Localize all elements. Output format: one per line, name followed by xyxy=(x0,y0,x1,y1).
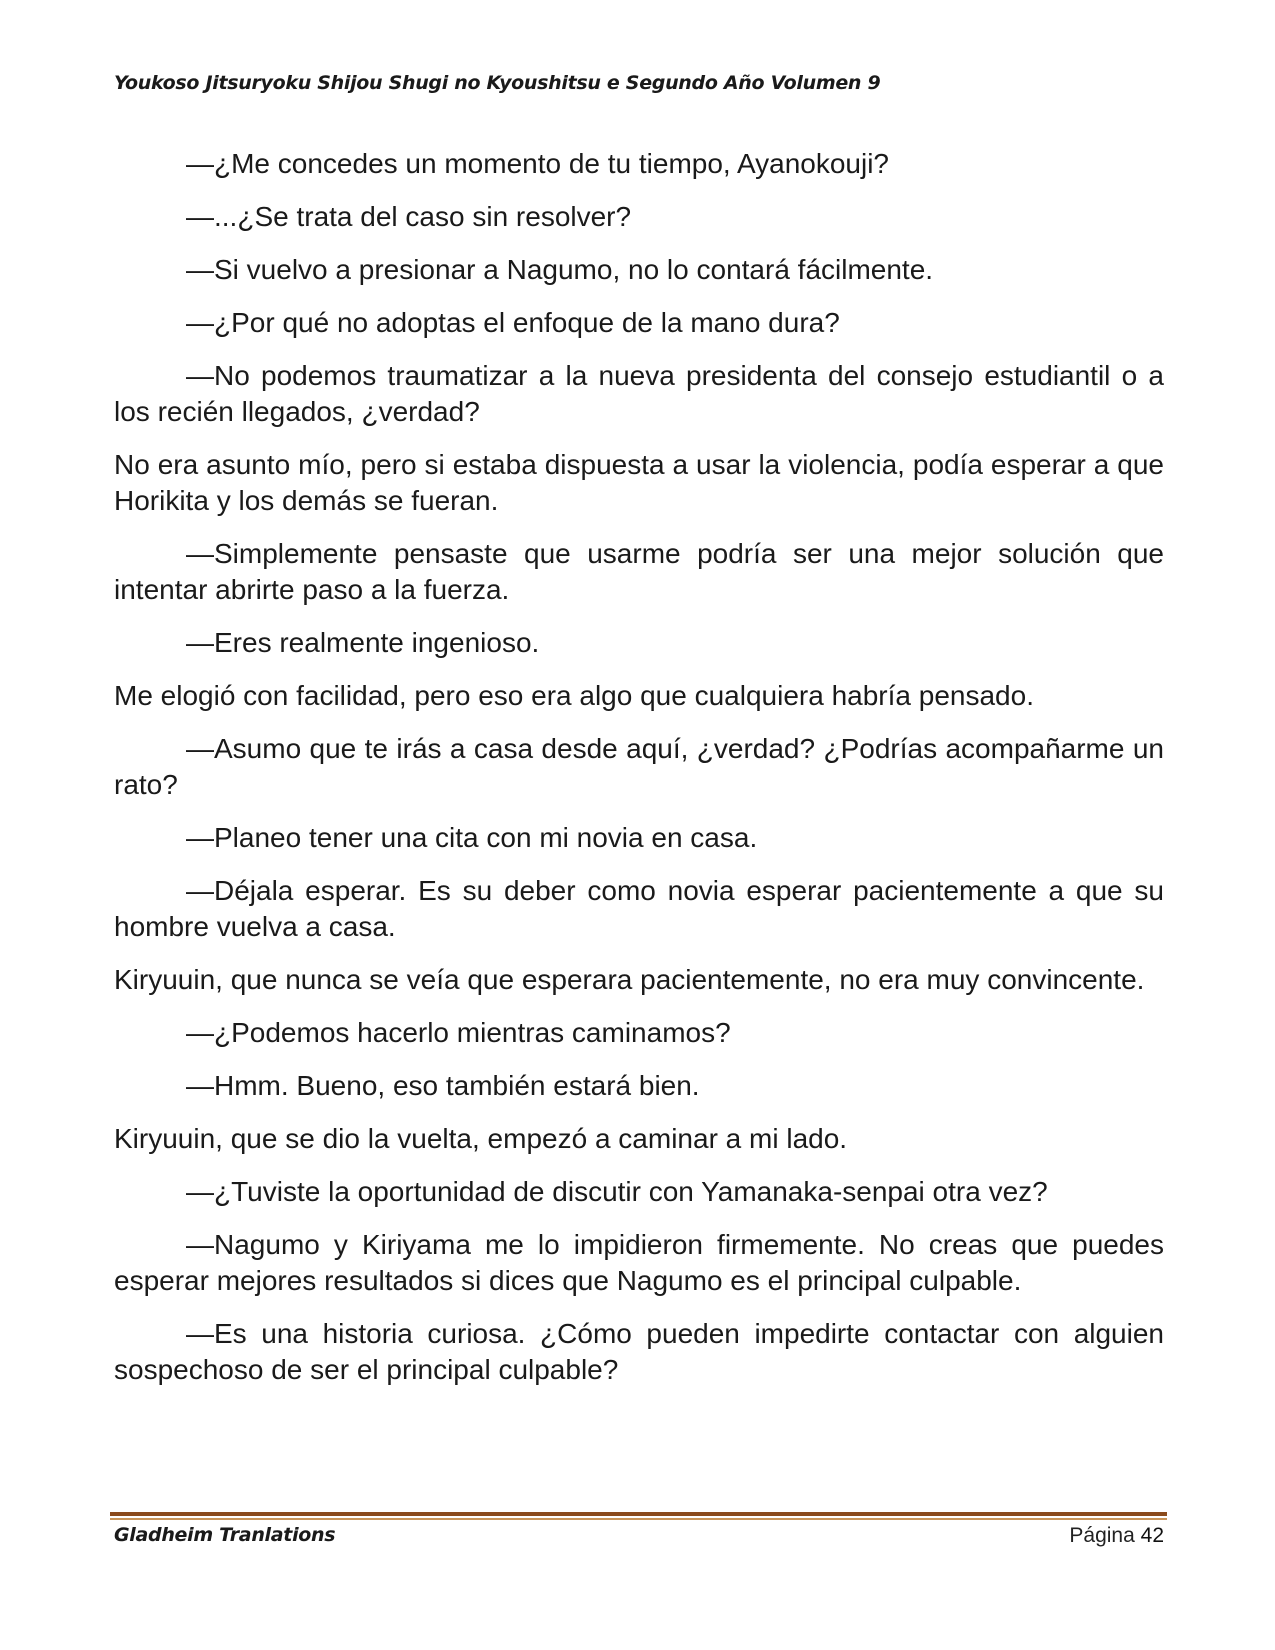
footer-group-name: Gladheim Tranlations xyxy=(114,1524,336,1546)
paragraph: —Asumo que te irás a casa desde aquí, ¿verdad? ¿Podrías acompañarme un rato? xyxy=(114,733,1164,800)
paragraph: —Si vuelvo a presionar a Nagumo, no lo contará fácilmente. xyxy=(186,254,934,285)
paragraph: —¿Me concedes un momento de tu tiempo, Ayanokouji? xyxy=(186,148,889,179)
paragraph: Kiryuuin, que se dio la vuelta, empezó a caminar a mi lado. xyxy=(114,1123,848,1154)
paragraph: —¿Por qué no adoptas el enfoque de la mano dura? xyxy=(186,307,840,338)
paragraph: —No podemos traumatizar a la nueva presidenta del consejo estudiantil o a los recién llegados, ¿verdad? xyxy=(114,360,1164,427)
paragraph: —...¿Se trata del caso sin resolver? xyxy=(186,201,632,232)
page-number: 42 xyxy=(1140,1524,1164,1547)
paragraph: —Déjala esperar. Es su deber como novia esperar pacientemente a que su hombre vuelva a casa. xyxy=(114,875,1164,942)
footer-divider xyxy=(110,1512,1167,1516)
paragraph: —Simplemente pensaste que usarme podría ser una mejor solución que intentar abrirte paso a la fuerza. xyxy=(114,538,1164,605)
paragraph: —Nagumo y Kiriyama me lo impidieron firmemente. No creas que puedes esperar mejores resultados si dices que Nagumo es el principal culpable. xyxy=(114,1229,1164,1296)
paragraph: —Planeo tener una cita con mi novia en casa. xyxy=(186,822,758,853)
page-label: Página xyxy=(1069,1524,1135,1547)
paragraph: —Es una historia curiosa. ¿Cómo pueden impedirte contactar con alguien sospechoso de ser el principal culpable? xyxy=(114,1318,1164,1385)
page-indicator xyxy=(1069,1524,1164,1548)
paragraph: —¿Tuviste la oportunidad de discutir con Yamanaka-senpai otra vez? xyxy=(186,1176,1048,1207)
footer-divider-accent xyxy=(110,1518,1167,1520)
paragraph: —Hmm. Bueno, eso también estará bien. xyxy=(186,1070,700,1101)
running-header: Youkoso Jitsuryoku Shijou Shugi no Kyoushitsu e Segundo Año Volumen 9 xyxy=(114,72,881,94)
paragraph: No era asunto mío, pero si estaba dispuesta a usar la violencia, podía esperar a que Horikita y los demás se fueran. xyxy=(114,449,1164,516)
paragraph: Kiryuuin, que nunca se veía que esperara pacientemente, no era muy convincente. xyxy=(114,964,1145,995)
paragraph: Me elogió con facilidad, pero eso era algo que cualquiera habría pensado. xyxy=(114,680,1034,711)
paragraph: —¿Podemos hacerlo mientras caminamos? xyxy=(186,1017,731,1048)
paragraph: —Eres realmente ingenioso. xyxy=(186,627,540,658)
body-text xyxy=(114,146,1164,1405)
